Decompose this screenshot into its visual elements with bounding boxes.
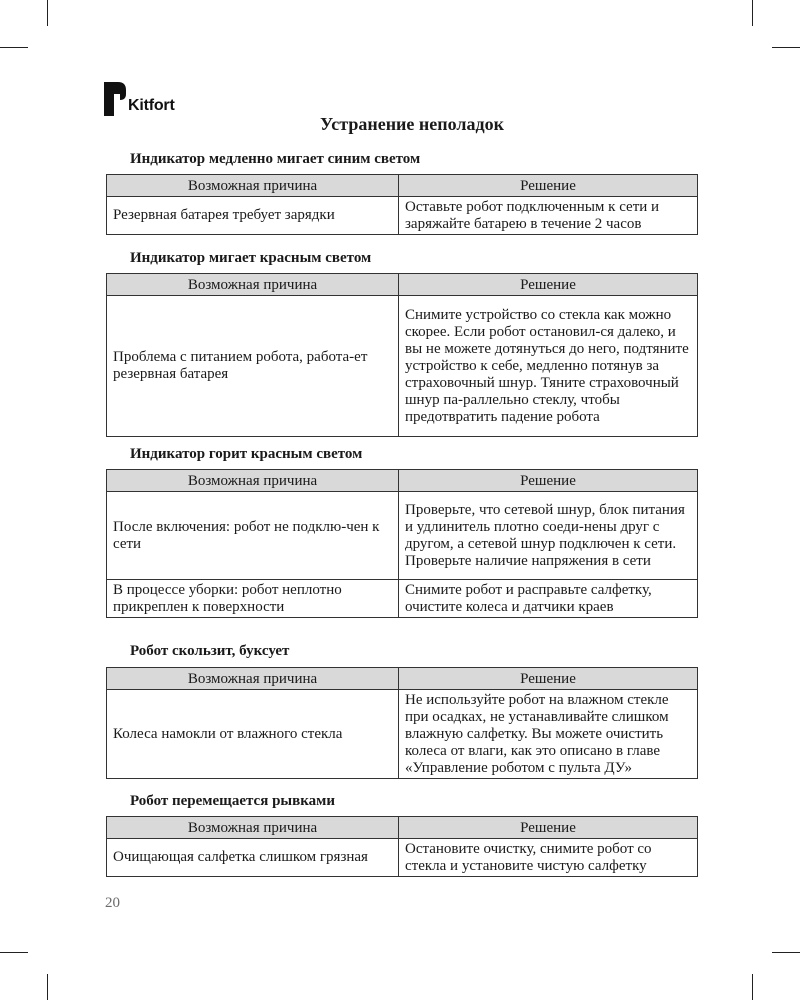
section-title: Робот перемещается рывками xyxy=(130,793,336,809)
table-header-row xyxy=(107,274,698,296)
section-title: Индикатор мигает красным светом xyxy=(130,250,372,266)
header-cause: Возможная причина xyxy=(107,274,399,296)
section-solid-red xyxy=(106,444,698,618)
header-cause: Возможная причина xyxy=(107,668,399,690)
brand-logo xyxy=(104,82,175,116)
table-row xyxy=(107,492,698,580)
troubleshooting-table xyxy=(106,273,698,437)
crop-mark xyxy=(0,952,28,953)
crop-mark xyxy=(772,952,800,953)
crop-mark xyxy=(752,974,753,1000)
solution-cell: Снимите робот и расправьте салфетку, очистите колеса и датчики краев xyxy=(399,580,698,618)
crop-mark xyxy=(47,974,48,1000)
header-solution: Решение xyxy=(399,274,698,296)
solution-cell: Остановите очистку, снимите робот со стекла и установите чистую салфетку xyxy=(399,839,698,877)
section-blinking-red xyxy=(106,248,698,437)
header-cause: Возможная причина xyxy=(107,470,399,492)
header-solution: Решение xyxy=(399,668,698,690)
crop-mark xyxy=(772,47,800,48)
header-solution: Решение xyxy=(399,470,698,492)
table-row xyxy=(107,296,698,437)
solution-cell: Снимите устройство со стекла как можно скорее. Если робот остановил-ся далеко, и вы не можете дотянуться до него, подтяните устройство к себе, медленно потянув за страховочный шнур. Тяните страховочный шнур па-раллельно стеклу, чтобы предотвратить падение робота xyxy=(399,296,698,437)
cause-cell: В процессе уборки: робот неплотно прикреплен к поверхности xyxy=(107,580,399,618)
brand-name: Kitfort xyxy=(128,97,175,114)
cause-cell: Проблема с питанием робота, работа-ет резервная батарея xyxy=(107,296,399,437)
table-row xyxy=(107,690,698,779)
table-header-row xyxy=(107,175,698,197)
section-title: Индикатор горит красным светом xyxy=(130,446,363,462)
solution-cell: Не используйте робот на влажном стекле при осадках, не устанавливайте слишком влажную салфетку. Вы можете очистить колеса от влаги, как это описано в главе «Управление роботом с пульта ДУ» xyxy=(399,690,698,779)
cause-cell: После включения: робот не подклю-чен к сети xyxy=(107,492,399,580)
troubleshooting-table xyxy=(106,816,698,877)
crop-mark xyxy=(47,0,48,26)
solution-cell: Оставьте робот подключенным к сети и заряжайте батарею в течение 2 часов xyxy=(399,197,698,235)
table-header-row xyxy=(107,817,698,839)
table-header-row xyxy=(107,470,698,492)
section-slow-blue xyxy=(106,149,698,235)
crop-mark xyxy=(752,0,753,26)
cause-cell: Резервная батарея требует зарядки xyxy=(107,197,399,235)
table-header-row xyxy=(107,668,698,690)
section-slipping xyxy=(106,641,698,779)
table-row xyxy=(107,580,698,618)
section-title: Индикатор медленно мигает синим светом xyxy=(130,151,421,167)
section-jerky-movement xyxy=(106,791,698,877)
page-title: Устранение неполадок xyxy=(320,114,504,134)
troubleshooting-table xyxy=(106,469,698,618)
troubleshooting-table xyxy=(106,174,698,235)
section-title: Робот скользит, буксует xyxy=(130,643,290,659)
troubleshooting-table xyxy=(106,667,698,779)
cause-cell: Очищающая салфетка слишком грязная xyxy=(107,839,399,877)
header-solution: Решение xyxy=(399,175,698,197)
header-cause: Возможная причина xyxy=(107,175,399,197)
crop-mark xyxy=(0,47,28,48)
table-row xyxy=(107,839,698,877)
kitfort-logo-icon xyxy=(104,82,126,116)
cause-cell: Колеса намокли от влажного стекла xyxy=(107,690,399,779)
header-cause: Возможная причина xyxy=(107,817,399,839)
header-solution: Решение xyxy=(399,817,698,839)
solution-cell: Проверьте, что сетевой шнур, блок питания и удлинитель плотно соеди-нены друг с другом, а сетевой шнур подключен к сети. Проверьте наличие напряжения в сети xyxy=(399,492,698,580)
table-row xyxy=(107,197,698,235)
page-number: 20 xyxy=(105,895,120,911)
